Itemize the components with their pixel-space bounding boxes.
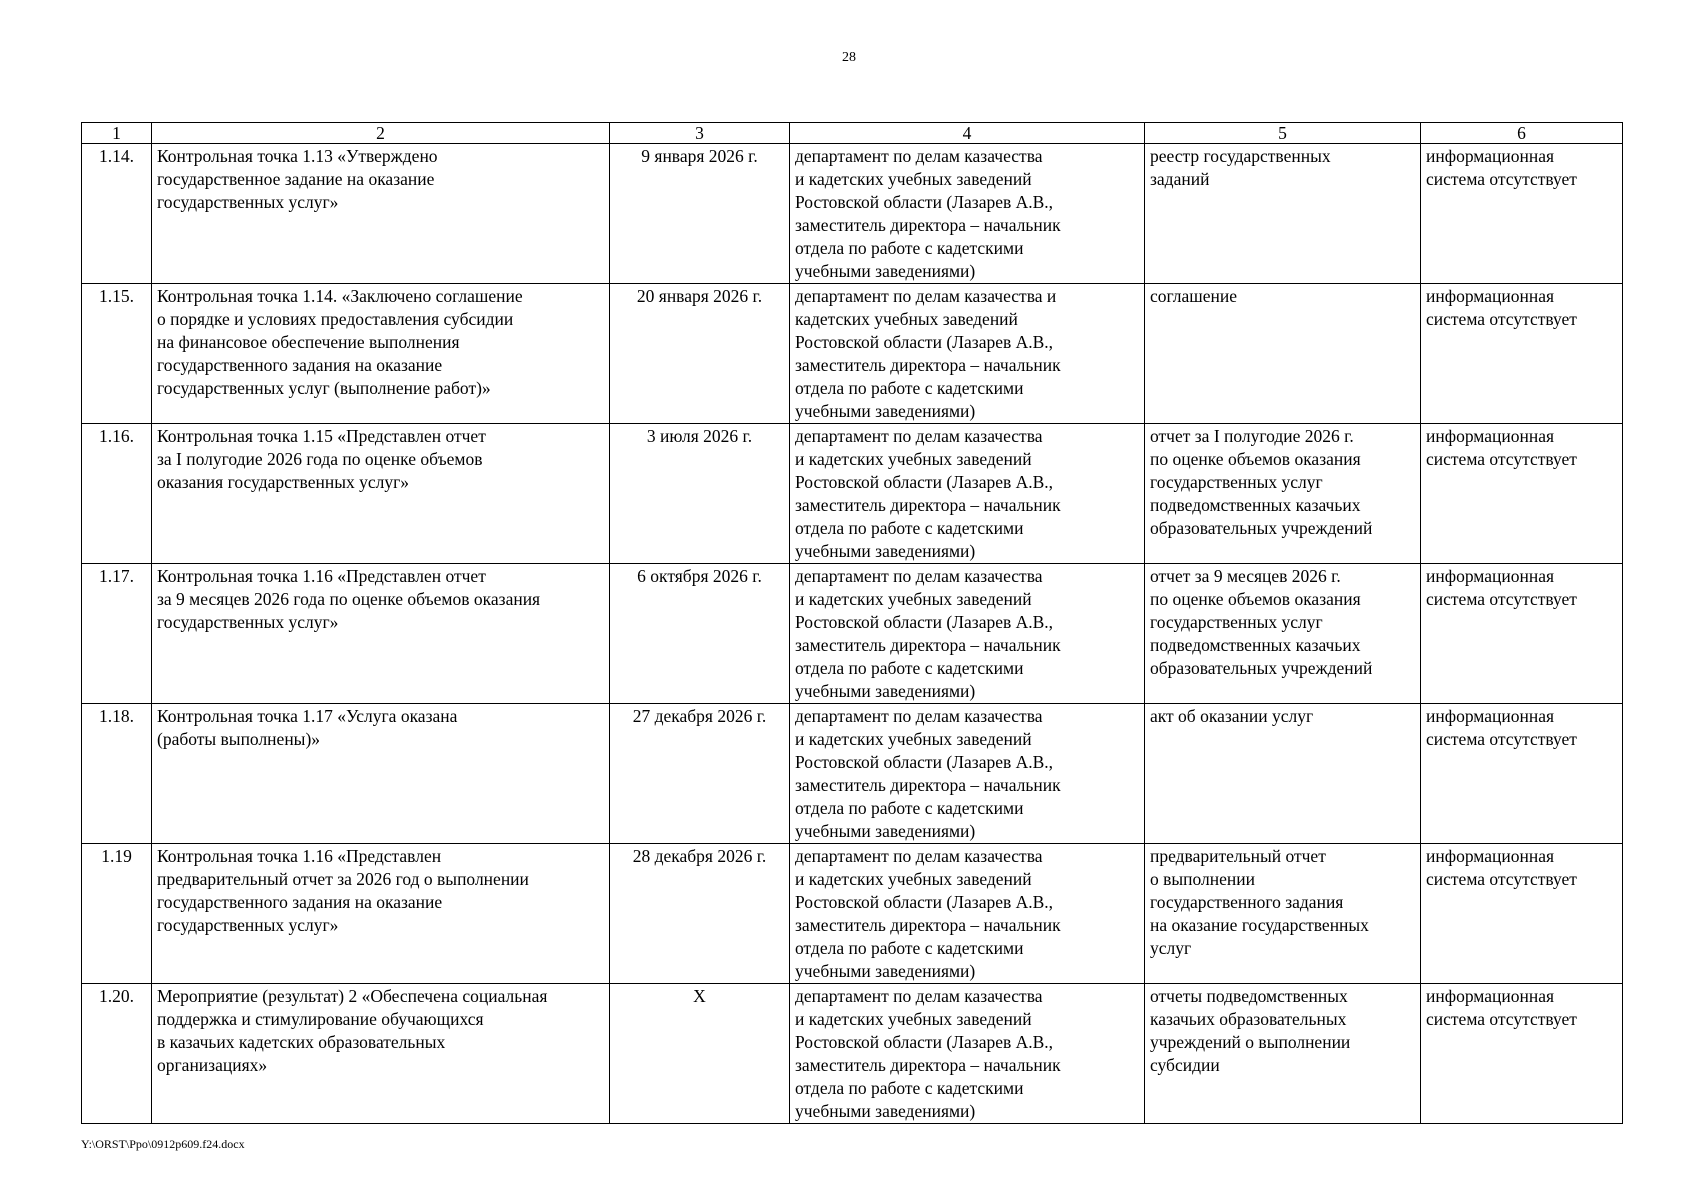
responsible-cell-line: отдела по работе с кадетскими	[795, 238, 1024, 258]
document-type-cell-line: образовательных учреждений	[1150, 658, 1373, 678]
responsible-cell-line: Ростовской области (Лазарев А.В.,	[795, 892, 1054, 912]
deadline-date-cell: X	[610, 984, 790, 1124]
responsible-cell-line: заместитель директора – начальник	[795, 775, 1061, 795]
event-cell-line: Контрольная точка 1.15 «Представлен отчет	[157, 426, 486, 446]
info-system-cell-line: система отсутствует	[1426, 729, 1577, 749]
event-cell-line: государственного задания на оказание	[157, 892, 443, 912]
deadline-date-cell: 20 января 2026 г.	[610, 284, 790, 424]
document-type-cell	[1145, 284, 1421, 424]
info-system-cell-line: информационная	[1426, 846, 1555, 866]
table-row	[82, 284, 1623, 424]
document-type-cell-line: государственного задания	[1150, 892, 1344, 912]
responsible-cell-line: департамент по делам казачества	[795, 146, 1043, 166]
info-system-cell	[1421, 284, 1623, 424]
responsible-cell-line: заместитель директора – начальник	[795, 915, 1061, 935]
event-cell-line: оказания государственных услуг»	[157, 472, 410, 492]
document-type-cell-line: о выполнении	[1150, 869, 1255, 889]
event-cell-line: организациях»	[157, 1055, 268, 1075]
document-type-cell-line: предварительный отчет	[1150, 846, 1326, 866]
event-cell-line: государственных услуг (выполнение работ)»	[157, 378, 491, 398]
document-type-cell-line: реестр государственных	[1150, 146, 1331, 166]
table-row	[82, 844, 1623, 984]
responsible-cell-line: Ростовской области (Лазарев А.В.,	[795, 192, 1054, 212]
responsible-cell	[790, 564, 1145, 704]
document-type-cell-line: по оценке объемов оказания	[1150, 449, 1361, 469]
event-cell	[152, 144, 610, 284]
info-system-cell-line: информационная	[1426, 286, 1555, 306]
responsible-cell-line: отдела по работе с кадетскими	[795, 1078, 1024, 1098]
responsible-cell	[790, 284, 1145, 424]
document-type-cell	[1145, 564, 1421, 704]
column-header: 6	[1421, 123, 1623, 144]
responsible-cell-line: заместитель директора – начальник	[795, 355, 1061, 375]
info-system-cell-line: система отсутствует	[1426, 869, 1577, 889]
table-header-row	[82, 123, 1623, 144]
event-cell-line: государственное задание на оказание	[157, 169, 435, 189]
responsible-cell	[790, 984, 1145, 1124]
responsible-cell-line: учебными заведениями)	[795, 681, 976, 701]
responsible-cell-line: и кадетских учебных заведений	[795, 589, 1032, 609]
document-type-cell-line: государственных услуг	[1150, 612, 1323, 632]
responsible-cell-line: и кадетских учебных заведений	[795, 1009, 1032, 1029]
responsible-cell-line: учебными заведениями)	[795, 821, 976, 841]
document-type-cell-line: подведомственных казачьих	[1150, 635, 1361, 655]
event-cell-line: Контрольная точка 1.16 «Представлен отчет	[157, 566, 486, 586]
responsible-cell	[790, 844, 1145, 984]
responsible-cell-line: Ростовской области (Лазарев А.В.,	[795, 332, 1054, 352]
event-cell-line: Контрольная точка 1.13 «Утверждено	[157, 146, 438, 166]
document-type-cell-line: государственных услуг	[1150, 472, 1323, 492]
responsible-cell-line: учебными заведениями)	[795, 961, 976, 981]
responsible-cell-line: Ростовской области (Лазарев А.В.,	[795, 472, 1054, 492]
responsible-cell-line: учебными заведениями)	[795, 1101, 976, 1121]
document-type-cell-line: отчеты подведомственных	[1150, 986, 1348, 1006]
info-system-cell	[1421, 424, 1623, 564]
event-cell	[152, 284, 610, 424]
deadline-date-cell: 27 декабря 2026 г.	[610, 704, 790, 844]
document-type-cell-line: на оказание государственных	[1150, 915, 1369, 935]
event-cell-line: (работы выполнены)»	[157, 729, 321, 749]
plan-table	[81, 122, 1623, 1124]
responsible-cell	[790, 424, 1145, 564]
row-number-cell: 1.17.	[82, 564, 152, 704]
document-type-cell	[1145, 984, 1421, 1124]
row-number-cell: 1.15.	[82, 284, 152, 424]
event-cell-line: предварительный отчет за 2026 год о выполнении	[157, 869, 529, 889]
responsible-cell-line: департамент по делам казачества	[795, 706, 1043, 726]
responsible-cell-line: отдела по работе с кадетскими	[795, 658, 1024, 678]
event-cell-line: государственных услуг»	[157, 612, 339, 632]
column-header: 5	[1145, 123, 1421, 144]
responsible-cell-line: отдела по работе с кадетскими	[795, 938, 1024, 958]
deadline-date-cell: 28 декабря 2026 г.	[610, 844, 790, 984]
info-system-cell-line: система отсутствует	[1426, 449, 1577, 469]
document-type-cell	[1145, 704, 1421, 844]
responsible-cell-line: отдела по работе с кадетскими	[795, 518, 1024, 538]
responsible-cell-line: учебными заведениями)	[795, 541, 976, 561]
file-path-footer: Y:\ORST\Ppo\0912p609.f24.docx	[81, 1137, 245, 1151]
responsible-cell-line: учебными заведениями)	[795, 261, 976, 281]
event-cell-line: государственных услуг»	[157, 192, 339, 212]
document-type-cell-line: соглашение	[1150, 286, 1238, 306]
document-type-cell-line: отчет за 9 месяцев 2026 г.	[1150, 566, 1341, 586]
row-number-cell: 1.14.	[82, 144, 152, 284]
info-system-cell-line: система отсутствует	[1426, 169, 1577, 189]
info-system-cell-line: система отсутствует	[1426, 589, 1577, 609]
row-number-cell: 1.18.	[82, 704, 152, 844]
info-system-cell	[1421, 564, 1623, 704]
table-row	[82, 144, 1623, 284]
responsible-cell-line: Ростовской области (Лазарев А.В.,	[795, 752, 1054, 772]
document-type-cell-line: субсидии	[1150, 1055, 1220, 1075]
info-system-cell-line: информационная	[1426, 426, 1555, 446]
event-cell	[152, 844, 610, 984]
document-type-cell-line: учреждений о выполнении	[1150, 1032, 1351, 1052]
responsible-cell-line: и кадетских учебных заведений	[795, 169, 1032, 189]
column-header: 3	[610, 123, 790, 144]
event-cell-line: государственного задания на оказание	[157, 355, 443, 375]
event-cell-line: Мероприятие (результат) 2 «Обеспечена социальная	[157, 986, 548, 1006]
info-system-cell	[1421, 144, 1623, 284]
event-cell-line: Контрольная точка 1.16 «Представлен	[157, 846, 442, 866]
document-type-cell-line: по оценке объемов оказания	[1150, 589, 1361, 609]
event-cell-line: Контрольная точка 1.14. «Заключено соглашение	[157, 286, 523, 306]
document-type-cell-line: услуг	[1150, 938, 1192, 958]
responsible-cell-line: отдела по работе с кадетскими	[795, 378, 1024, 398]
table-row	[82, 984, 1623, 1124]
responsible-cell-line: департамент по делам казачества	[795, 566, 1043, 586]
responsible-cell	[790, 144, 1145, 284]
responsible-cell-line: департамент по делам казачества и	[795, 286, 1057, 306]
responsible-cell-line: Ростовской области (Лазарев А.В.,	[795, 612, 1054, 632]
column-header: 2	[152, 123, 610, 144]
page-number: 28	[842, 50, 856, 65]
responsible-cell-line: учебными заведениями)	[795, 401, 976, 421]
column-header: 4	[790, 123, 1145, 144]
responsible-cell-line: кадетских учебных заведений	[795, 309, 1018, 329]
deadline-date-cell: 3 июля 2026 г.	[610, 424, 790, 564]
document-type-cell-line: образовательных учреждений	[1150, 518, 1373, 538]
table-body	[82, 144, 1623, 1124]
info-system-cell-line: система отсутствует	[1426, 309, 1577, 329]
responsible-cell	[790, 704, 1145, 844]
event-cell-line: в казачьих кадетских образовательных	[157, 1032, 446, 1052]
responsible-cell-line: и кадетских учебных заведений	[795, 729, 1032, 749]
table-row	[82, 704, 1623, 844]
event-cell-line: о порядке и условиях предоставления субсидии	[157, 309, 514, 329]
info-system-cell-line: информационная	[1426, 986, 1555, 1006]
responsible-cell-line: Ростовской области (Лазарев А.В.,	[795, 1032, 1054, 1052]
event-cell-line: поддержка и стимулирование обучающихся	[157, 1009, 484, 1029]
responsible-cell-line: заместитель директора – начальник	[795, 1055, 1061, 1075]
info-system-cell	[1421, 984, 1623, 1124]
document-type-cell-line: акт об оказании услуг	[1150, 706, 1314, 726]
row-number-cell: 1.16.	[82, 424, 152, 564]
responsible-cell-line: заместитель директора – начальник	[795, 495, 1061, 515]
responsible-cell-line: департамент по делам казачества	[795, 986, 1043, 1006]
info-system-cell-line: информационная	[1426, 146, 1555, 166]
column-header: 1	[82, 123, 152, 144]
document-type-cell-line: казачьих образовательных	[1150, 1009, 1347, 1029]
event-cell-line: за I полугодие 2026 года по оценке объемов	[157, 449, 483, 469]
row-number-cell: 1.19	[82, 844, 152, 984]
responsible-cell-line: департамент по делам казачества	[795, 846, 1043, 866]
document-type-cell-line: подведомственных казачьих	[1150, 495, 1361, 515]
info-system-cell-line: система отсутствует	[1426, 1009, 1577, 1029]
responsible-cell-line: департамент по делам казачества	[795, 426, 1043, 446]
event-cell-line: государственных услуг»	[157, 915, 339, 935]
event-cell	[152, 564, 610, 704]
info-system-cell	[1421, 844, 1623, 984]
deadline-date-cell: 6 октября 2026 г.	[610, 564, 790, 704]
document-type-cell	[1145, 424, 1421, 564]
document-type-cell	[1145, 844, 1421, 984]
event-cell-line: на финансовое обеспечение выполнения	[157, 332, 460, 352]
event-cell-line: Контрольная точка 1.17 «Услуга оказана	[157, 706, 458, 726]
info-system-cell	[1421, 704, 1623, 844]
responsible-cell-line: заместитель директора – начальник	[795, 635, 1061, 655]
row-number-cell: 1.20.	[82, 984, 152, 1124]
responsible-cell-line: заместитель директора – начальник	[795, 215, 1061, 235]
responsible-cell-line: отдела по работе с кадетскими	[795, 798, 1024, 818]
responsible-cell-line: и кадетских учебных заведений	[795, 869, 1032, 889]
event-cell	[152, 984, 610, 1124]
event-cell	[152, 704, 610, 844]
document-type-cell-line: отчет за I полугодие 2026 г.	[1150, 426, 1354, 446]
deadline-date-cell: 9 января 2026 г.	[610, 144, 790, 284]
responsible-cell-line: и кадетских учебных заведений	[795, 449, 1032, 469]
info-system-cell-line: информационная	[1426, 706, 1555, 726]
table-row	[82, 564, 1623, 704]
table-row	[82, 424, 1623, 564]
document-type-cell-line: заданий	[1150, 169, 1210, 189]
event-cell-line: за 9 месяцев 2026 года по оценке объемов оказания	[157, 589, 541, 609]
info-system-cell-line: информационная	[1426, 566, 1555, 586]
event-cell	[152, 424, 610, 564]
document-type-cell	[1145, 144, 1421, 284]
